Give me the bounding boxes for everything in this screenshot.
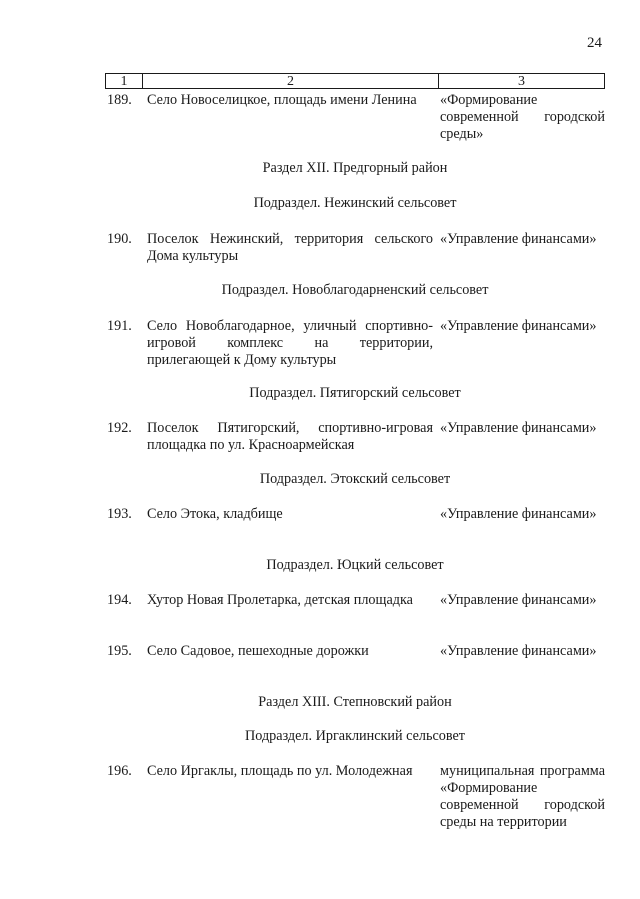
row-number: 196. (107, 763, 132, 779)
row-program: муниципальная программа «Формирование современной городской среды на территории (440, 763, 605, 830)
row-program: «Управление финансами» (440, 231, 597, 247)
row-place: Село Садовое, пешеходные дорожки (147, 643, 369, 659)
section-heading: Раздел XII. Предгорный район (262, 160, 448, 176)
subsection-heading: Подраздел. Этокский сельсовет (259, 471, 451, 487)
row-place: Село Новоблагодарное, уличный спортивно-игровой комплекс на территории, прилегающей к Дому культуры (147, 318, 433, 368)
row-number: 191. (107, 318, 132, 334)
page-number: 24 (587, 35, 602, 51)
row-place: Село Новоселицкое, площадь имени Ленина (147, 92, 417, 108)
subsection-heading: Подраздел. Пятигорский сельсовет (249, 385, 461, 401)
row-number: 190. (107, 231, 132, 247)
row-number: 195. (107, 643, 132, 659)
subsection-heading: Подраздел. Иргаклинский сельсовет (245, 728, 465, 744)
row-place: Поселок Нежинский, территория сельского Дома культуры (147, 231, 433, 264)
row-number: 189. (107, 92, 132, 108)
row-place: Хутор Новая Пролетарка, детская площадка (147, 592, 413, 608)
table-header-row (105, 73, 605, 89)
row-place: Село Иргаклы, площадь по ул. Молодежная (147, 763, 413, 779)
subsection-heading: Подраздел. Новоблагодарненский сельсовет (221, 282, 489, 298)
subsection-heading: Подраздел. Нежинский сельсовет (253, 195, 457, 211)
row-program: «Управление финансами» (440, 318, 597, 334)
section-heading: Раздел XIII. Степновский район (258, 694, 452, 710)
row-program: «Формирование современной городской среды» (440, 92, 605, 142)
row-program: «Управление финансами» (440, 420, 597, 436)
row-place: Поселок Пятигорский, спортивно-игровая площадка по ул. Красноармейская (147, 420, 433, 453)
subsection-heading: Подраздел. Юцкий сельсовет (266, 557, 444, 573)
row-program: «Управление финансами» (440, 506, 597, 522)
row-number: 193. (107, 506, 132, 522)
column-header-3: 3 (518, 74, 525, 89)
row-place: Село Этока, кладбище (147, 506, 283, 522)
row-number: 194. (107, 592, 132, 608)
row-number: 192. (107, 420, 132, 436)
row-program: «Управление финансами» (440, 592, 597, 608)
row-program: «Управление финансами» (440, 643, 597, 659)
column-header-1: 1 (106, 74, 143, 88)
column-header-2: 2 (143, 74, 439, 88)
